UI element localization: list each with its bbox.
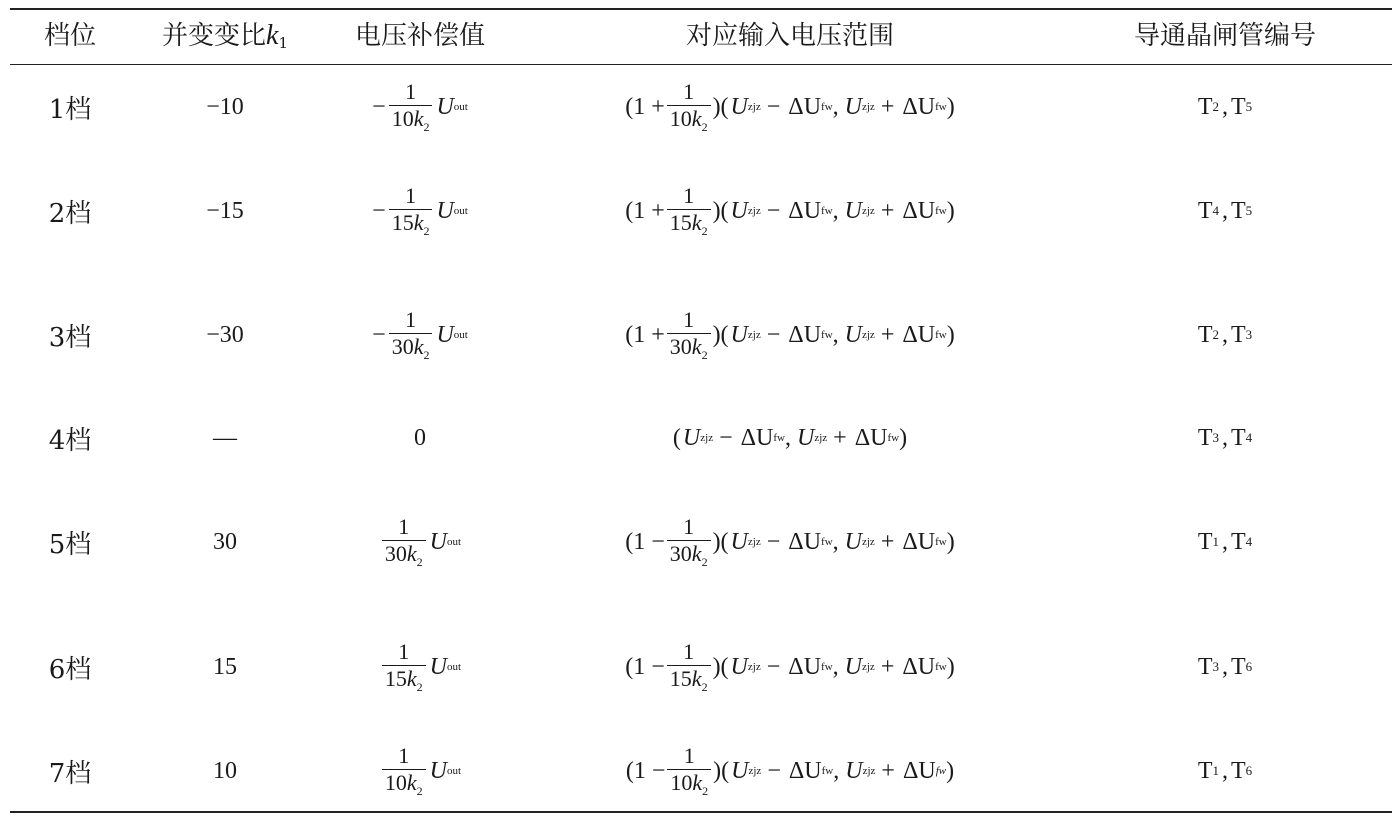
fraction	[667, 309, 711, 361]
cell-ratio: −15	[206, 197, 244, 224]
interval-close: )	[946, 653, 955, 680]
u-out-sub: out	[447, 765, 462, 777]
denominator-k: k	[413, 334, 424, 359]
zjz-sub: zjz	[861, 101, 875, 113]
fw-sub: fw	[821, 765, 834, 777]
range-prefix: (1 +	[625, 197, 665, 224]
zjz-sub: zjz	[861, 661, 875, 673]
interval-close: )	[946, 321, 955, 348]
u-symbol: U	[436, 321, 454, 348]
u-symbol: U	[682, 424, 701, 451]
cell-gear: 2档	[48, 198, 92, 229]
thyristor-comma: ,	[1222, 321, 1228, 348]
compensation-sign: −	[372, 93, 386, 120]
thyristor-first-index: 2	[1212, 327, 1219, 342]
range-prefix: (1 −	[625, 653, 665, 680]
cell-gear: 5档	[48, 529, 92, 560]
compensation-sign: −	[372, 197, 386, 224]
header-ratio	[150, 16, 300, 56]
fraction-numerator: 1	[683, 183, 695, 208]
thyristor-ids	[1198, 425, 1252, 452]
cell-compensation	[330, 72, 510, 142]
interval-open: )(	[713, 757, 730, 784]
thyristor-t: T	[1231, 93, 1246, 120]
header-ratio-label: 并变变比	[162, 21, 267, 51]
fraction	[382, 745, 426, 797]
u-symbol: U	[731, 757, 749, 784]
thyristor-t: T	[1197, 757, 1213, 784]
fw-sub: fw	[887, 432, 900, 444]
thyristor-t: T	[1231, 528, 1246, 555]
cell-input-range	[540, 736, 1040, 806]
fw-sub: fw	[821, 536, 833, 548]
thyristor-ids	[1198, 198, 1252, 225]
interval-open: )(	[712, 93, 729, 120]
denominator-number: 10	[384, 770, 407, 795]
cell-compensation	[330, 507, 510, 577]
thyristor-t: T	[1197, 197, 1213, 224]
minus-sign: −	[766, 321, 781, 348]
table-top-rule	[10, 8, 1392, 10]
interval-close: )	[946, 197, 955, 224]
header-ratio-subscript: 1	[278, 34, 288, 52]
interval-open: )(	[712, 528, 729, 555]
cell-ratio: —	[213, 424, 237, 451]
denominator-number: 15	[384, 666, 407, 691]
delta-u-symbol: ΔU	[788, 528, 822, 555]
zjz-sub: zjz	[814, 432, 828, 444]
table-row	[0, 300, 1400, 370]
range-prefix: (1 −	[625, 757, 666, 784]
fraction	[667, 516, 711, 568]
cell-compensation	[330, 632, 510, 702]
thyristor-t: T	[1197, 321, 1213, 348]
comma: ,	[832, 653, 839, 680]
range-prefix: (1 +	[625, 93, 665, 120]
cell-thyristor	[1120, 176, 1330, 246]
u-out-sub: out	[453, 205, 468, 217]
u-symbol: U	[730, 93, 748, 120]
comma: ,	[832, 528, 839, 555]
denominator-number: 30	[669, 541, 692, 566]
table-row	[0, 507, 1400, 577]
u-out-sub: out	[447, 661, 462, 673]
thyristor-t: T	[1197, 528, 1213, 555]
header-thyristor: 导通晶闸管编号	[1133, 21, 1316, 51]
denominator-k-sub: 2	[416, 784, 423, 798]
cell-gear: 4档	[48, 425, 92, 456]
fraction-denominator	[389, 105, 433, 133]
plus-sign: +	[833, 424, 847, 451]
table-row	[0, 72, 1400, 142]
u-symbol: U	[730, 528, 748, 555]
thyristor-second-index: 5	[1245, 203, 1253, 218]
input-range-formula	[673, 425, 907, 452]
fw-sub: fw	[773, 432, 785, 444]
zjz-sub: zjz	[862, 765, 876, 777]
fraction	[667, 81, 711, 133]
fraction	[667, 185, 711, 237]
comma: ,	[832, 321, 839, 348]
denominator-k-sub: 2	[701, 120, 708, 134]
minus-sign: −	[766, 653, 781, 680]
minus-sign: −	[767, 757, 781, 784]
denominator-k: k	[413, 106, 424, 131]
thyristor-comma: ,	[1222, 424, 1228, 451]
denominator-number: 15	[669, 666, 692, 691]
u-symbol: U	[730, 653, 748, 680]
input-range-formula	[625, 185, 954, 237]
u-symbol: U	[844, 197, 862, 224]
thyristor-t: T	[1231, 653, 1246, 680]
delta-u-symbol: ΔU	[902, 197, 936, 224]
plus-sign: +	[881, 757, 895, 784]
thyristor-second-index: 3	[1245, 327, 1253, 342]
u-out-sub: out	[447, 536, 462, 548]
thyristor-first-index: 1	[1212, 534, 1219, 549]
fraction-numerator: 1	[405, 79, 417, 104]
delta-u-symbol: ΔU	[740, 424, 774, 451]
cell-ratio: 10	[213, 757, 237, 784]
header-gear: 档位	[43, 21, 96, 51]
fraction-denominator	[667, 333, 711, 361]
denominator-k-sub: 2	[701, 555, 708, 569]
thyristor-t: T	[1231, 321, 1246, 348]
range-prefix: (1 −	[625, 528, 665, 555]
compensation-formula	[379, 516, 461, 568]
compensation-formula	[379, 641, 461, 693]
cell-thyristor	[1120, 300, 1330, 370]
table-row	[0, 736, 1400, 806]
denominator-k-sub: 2	[701, 348, 708, 362]
denominator-number: 30	[384, 541, 407, 566]
thyristor-ids	[1198, 94, 1252, 121]
cell-gear: 7档	[48, 758, 92, 789]
fraction-numerator: 1	[683, 639, 695, 664]
zjz-sub: zjz	[747, 536, 761, 548]
fraction-numerator: 1	[398, 514, 410, 539]
interval-close: )	[946, 93, 955, 120]
fraction-denominator	[382, 665, 426, 693]
fw-sub: fw	[935, 101, 947, 113]
minus-sign: −	[719, 424, 733, 451]
zjz-sub: zjz	[861, 536, 875, 548]
fw-sub: fw	[935, 765, 947, 777]
minus-sign: −	[766, 528, 781, 555]
header-input-range: 对应输入电压范围	[685, 21, 894, 51]
fraction-denominator	[389, 333, 433, 361]
table-row	[0, 403, 1400, 473]
interval-close: )	[899, 424, 908, 451]
denominator-k: k	[413, 210, 424, 235]
table-bottom-rule	[10, 811, 1392, 813]
thyristor-first-index: 1	[1212, 763, 1219, 778]
denominator-number: 15	[669, 210, 692, 235]
cell-thyristor	[1120, 736, 1330, 806]
cell-compensation	[330, 300, 510, 370]
denominator-k-sub: 2	[702, 784, 709, 798]
cell-thyristor	[1120, 72, 1330, 142]
u-symbol: U	[730, 321, 748, 348]
denominator-k: k	[691, 334, 702, 359]
denominator-k-sub: 2	[416, 680, 423, 694]
fw-sub: fw	[935, 205, 947, 217]
u-symbol: U	[436, 93, 454, 120]
fraction-numerator: 1	[683, 514, 695, 539]
denominator-k: k	[691, 541, 702, 566]
input-range-formula	[625, 641, 954, 693]
cell-thyristor	[1120, 507, 1330, 577]
u-out-sub: out	[453, 329, 468, 341]
zjz-sub: zjz	[747, 205, 761, 217]
zjz-sub: zjz	[700, 432, 714, 444]
plus-sign: +	[880, 93, 895, 120]
denominator-k: k	[691, 666, 702, 691]
table-row	[0, 632, 1400, 702]
thyristor-ids	[1198, 529, 1252, 556]
delta-u-symbol: ΔU	[902, 757, 936, 784]
delta-u-symbol: ΔU	[788, 93, 822, 120]
compensation-formula	[372, 185, 468, 237]
u-out-sub: out	[453, 101, 468, 113]
thyristor-second-index: 5	[1245, 99, 1253, 114]
u-symbol: U	[429, 528, 448, 555]
delta-u-symbol: ΔU	[788, 321, 822, 348]
thyristor-comma: ,	[1222, 653, 1228, 680]
u-symbol: U	[429, 757, 448, 784]
cell-thyristor	[1120, 632, 1330, 702]
u-symbol: U	[436, 197, 454, 224]
fw-sub: fw	[821, 205, 833, 217]
interval-open: (	[672, 424, 681, 451]
denominator-k: k	[691, 210, 702, 235]
thyristor-t: T	[1231, 197, 1246, 224]
header-ratio-symbol: k	[266, 20, 279, 51]
cell-ratio: −30	[206, 321, 244, 348]
cell-gear: 6档	[48, 654, 92, 685]
fw-sub: fw	[821, 101, 833, 113]
fraction-denominator	[667, 105, 711, 133]
fw-sub: fw	[935, 536, 947, 548]
interval-open: )(	[712, 653, 729, 680]
delta-u-symbol: ΔU	[788, 197, 822, 224]
cell-ratio: 15	[213, 653, 237, 680]
zjz-sub: zjz	[861, 205, 875, 217]
denominator-k: k	[406, 770, 417, 795]
thyristor-t: T	[1197, 653, 1213, 680]
cell-input-range	[540, 632, 1040, 702]
plus-sign: +	[880, 197, 895, 224]
thyristor-t: T	[1197, 93, 1213, 120]
delta-u-symbol: ΔU	[902, 528, 936, 555]
cell-gear: 1档	[48, 94, 92, 125]
plus-sign: +	[880, 528, 895, 555]
fw-sub: fw	[935, 661, 947, 673]
delta-u-symbol: ΔU	[902, 321, 936, 348]
cell-thyristor	[1120, 403, 1330, 473]
input-range-formula	[625, 516, 954, 568]
minus-sign: −	[766, 197, 781, 224]
denominator-number: 30	[669, 334, 692, 359]
cell-input-range	[540, 507, 1040, 577]
compensation-sign: −	[372, 321, 386, 348]
fraction-numerator: 1	[683, 743, 695, 768]
fraction-denominator	[382, 540, 426, 568]
thyristor-comma: ,	[1222, 197, 1228, 224]
fraction	[389, 309, 433, 361]
denominator-k-sub: 2	[423, 120, 430, 134]
minus-sign: −	[766, 93, 781, 120]
comma: ,	[832, 197, 839, 224]
interval-close: )	[946, 528, 955, 555]
zjz-sub: zjz	[747, 661, 761, 673]
u-symbol: U	[730, 197, 748, 224]
header-compensation: 电压补偿值	[354, 21, 485, 51]
cell-ratio: 30	[213, 528, 237, 555]
u-symbol: U	[845, 757, 863, 784]
denominator-k: k	[691, 106, 702, 131]
thyristor-comma: ,	[1222, 757, 1228, 784]
denominator-number: 10	[670, 770, 693, 795]
u-symbol: U	[844, 528, 862, 555]
comma: ,	[785, 424, 791, 451]
thyristor-t: T	[1231, 757, 1246, 784]
cell-input-range	[540, 176, 1040, 246]
cell-compensation	[330, 176, 510, 246]
fraction	[382, 641, 426, 693]
fraction-numerator: 1	[405, 307, 417, 332]
thyristor-first-index: 3	[1212, 430, 1219, 445]
cell-input-range	[540, 72, 1040, 142]
fraction	[382, 516, 426, 568]
denominator-k-sub: 2	[701, 680, 708, 694]
fraction	[389, 185, 433, 237]
fraction	[667, 745, 711, 797]
thyristor-comma: ,	[1222, 93, 1228, 120]
fraction-numerator: 1	[405, 183, 417, 208]
zjz-sub: zjz	[747, 101, 761, 113]
u-symbol: U	[844, 321, 862, 348]
thyristor-t: T	[1197, 424, 1213, 451]
input-range-formula	[625, 81, 954, 133]
fraction-denominator	[382, 769, 426, 797]
u-symbol: U	[429, 653, 448, 680]
fw-sub: fw	[935, 329, 947, 341]
fraction-denominator	[667, 540, 711, 568]
u-symbol: U	[844, 653, 862, 680]
denominator-k-sub: 2	[701, 224, 708, 238]
fraction-numerator: 1	[683, 79, 695, 104]
interval-open: )(	[712, 321, 729, 348]
denominator-number: 15	[391, 210, 414, 235]
thyristor-first-index: 2	[1212, 99, 1219, 114]
thyristor-second-index: 6	[1245, 659, 1253, 674]
thyristor-second-index: 6	[1245, 763, 1253, 778]
compensation-formula	[379, 745, 461, 797]
table-header-rule	[10, 64, 1392, 65]
delta-u-symbol: ΔU	[788, 757, 822, 784]
denominator-k: k	[406, 541, 417, 566]
cell-input-range	[540, 403, 1040, 473]
fraction-denominator	[389, 209, 433, 237]
denominator-k-sub: 2	[423, 224, 430, 238]
compensation-zero: 0	[414, 424, 426, 451]
thyristor-ids	[1198, 322, 1252, 349]
denominator-number: 30	[391, 334, 414, 359]
delta-u-symbol: ΔU	[788, 653, 822, 680]
plus-sign: +	[880, 653, 895, 680]
u-symbol: U	[797, 424, 815, 451]
fraction-numerator: 1	[398, 743, 410, 768]
fraction-numerator: 1	[683, 307, 695, 332]
denominator-number: 10	[669, 106, 692, 131]
interval-close: )	[946, 757, 955, 784]
table-row	[0, 176, 1400, 246]
delta-u-symbol: ΔU	[902, 653, 936, 680]
thyristor-first-index: 3	[1212, 659, 1219, 674]
cell-gear: 3档	[48, 322, 92, 353]
thyristor-ids	[1198, 758, 1252, 785]
plus-sign: +	[880, 321, 895, 348]
compensation-formula	[372, 309, 468, 361]
thyristor-comma: ,	[1222, 528, 1228, 555]
input-range-formula	[626, 745, 954, 797]
range-prefix: (1 +	[625, 321, 665, 348]
denominator-k-sub: 2	[416, 555, 423, 569]
zjz-sub: zjz	[861, 329, 875, 341]
zjz-sub: zjz	[747, 329, 761, 341]
denominator-k-sub: 2	[423, 348, 430, 362]
delta-u-symbol: ΔU	[902, 93, 936, 120]
input-range-formula	[625, 309, 954, 361]
cell-ratio: −10	[206, 93, 244, 120]
compensation-formula	[372, 81, 468, 133]
cell-input-range	[540, 300, 1040, 370]
fraction-numerator: 1	[398, 639, 410, 664]
thyristor-first-index: 4	[1212, 203, 1219, 218]
denominator-k: k	[406, 666, 417, 691]
denominator-number: 10	[391, 106, 414, 131]
thyristor-second-index: 4	[1245, 430, 1253, 445]
zjz-sub: zjz	[748, 765, 762, 777]
thyristor-ids	[1198, 654, 1252, 681]
fraction	[667, 641, 711, 693]
thyristor-t: T	[1231, 424, 1246, 451]
fraction	[389, 81, 433, 133]
interval-open: )(	[712, 197, 729, 224]
fw-sub: fw	[821, 661, 833, 673]
comma: ,	[833, 757, 840, 784]
denominator-k: k	[692, 770, 703, 795]
comma: ,	[832, 93, 839, 120]
u-symbol: U	[844, 93, 862, 120]
fw-sub: fw	[821, 329, 833, 341]
fraction-denominator	[667, 769, 711, 797]
fraction-denominator	[667, 665, 711, 693]
fraction-denominator	[667, 209, 711, 237]
cell-compensation	[330, 403, 510, 473]
thyristor-second-index: 4	[1245, 534, 1253, 549]
cell-compensation	[330, 736, 510, 806]
delta-u-symbol: ΔU	[854, 424, 888, 451]
